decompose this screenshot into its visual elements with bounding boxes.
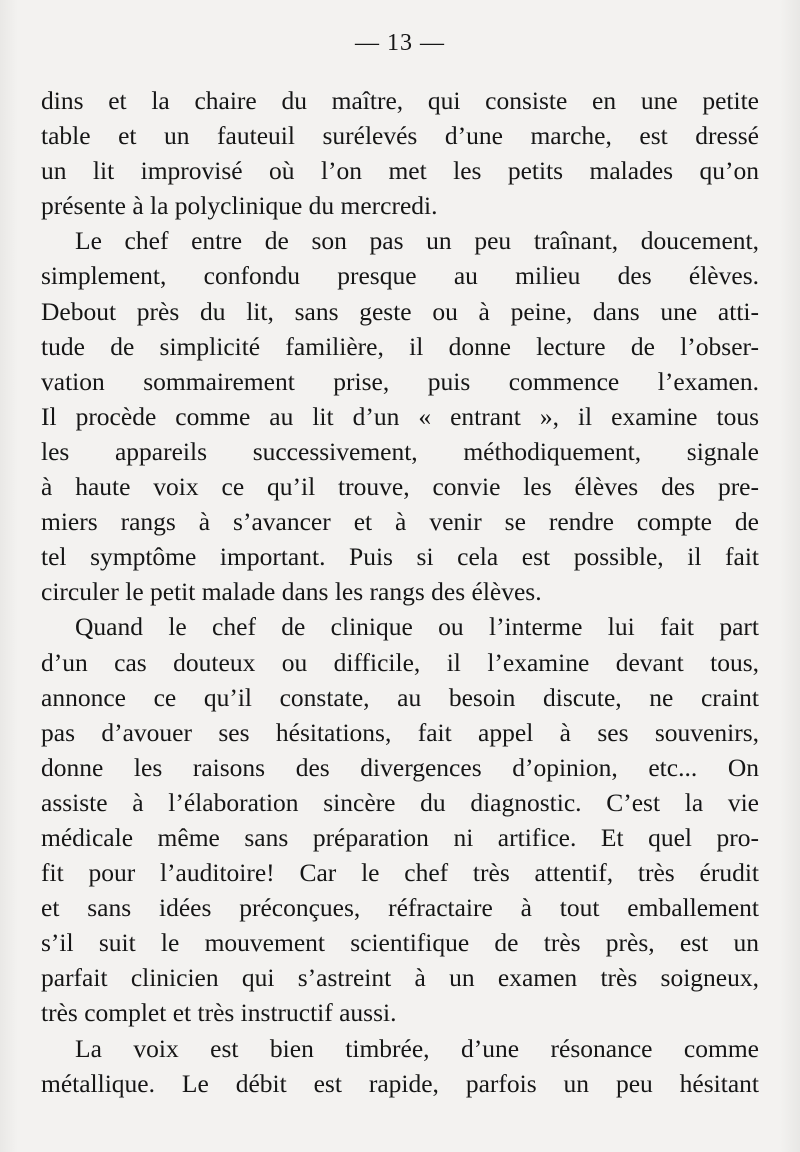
text-line: à haute voix ce qu’il trouve, convie les élèves des pre- (41, 472, 759, 502)
text-line: table et un fauteuil surélevés d’une marche, est dressé (41, 121, 759, 151)
paragraph-start-line: Quand le chef de clinique ou l’interme lui fait part (75, 612, 759, 642)
text-line: les appareils successivement, méthodiquement, signale (41, 436, 759, 466)
text-line: donne les raisons des divergences d’opinion, etc... On (41, 752, 759, 782)
text-line: pas d’avouer ses hésitations, fait appel à ses souvenirs, (41, 717, 759, 747)
text-line: miers rangs à s’avancer et à venir se rendre compte de (41, 507, 759, 537)
text-line: circuler le petit malade dans les rangs des élèves. (41, 577, 542, 607)
text-line: dins et la chaire du maître, qui consiste en une petite (41, 86, 759, 115)
body-text (41, 83, 759, 1101)
text-line: un lit improvisé où l’on met les petits malades qu’on (41, 156, 759, 186)
text-line: présente à la polyclinique du mercredi. (41, 191, 438, 221)
paragraph-start-line: La voix est bien timbrée, d’une résonance comme (75, 1033, 759, 1063)
paragraph-start-line: Le chef entre de son pas un peu traînant, doucement, (75, 226, 759, 256)
text-line: médicale même sans préparation ni artifice. Et quel pro- (41, 822, 759, 852)
text-line: fit pour l’auditoire! Car le chef très attentif, très érudit (41, 858, 759, 888)
text-line: vation sommairement prise, puis commence l’examen. (41, 366, 759, 396)
text-line: très complet et très instructif aussi. (41, 998, 397, 1028)
text-line: métallique. Le débit est rapide, parfois un peu hésitant (41, 1068, 759, 1098)
page-number: — 13 — (355, 30, 445, 56)
text-line: d’un cas douteux ou difficile, il l’examine devant tous, (41, 647, 759, 677)
text-line: s’il suit le mouvement scientifique de très près, est un (41, 928, 759, 958)
text-line: annonce ce qu’il constate, au besoin discute, ne craint (41, 682, 759, 712)
text-line: assiste à l’élaboration sincère du diagnostic. C’est la vie (41, 787, 759, 817)
text-line: simplement, confondu presque au milieu des élèves. (41, 261, 759, 291)
text-line: et sans idées préconçues, réfractaire à tout emballement (41, 893, 759, 923)
text-line: tude de simplicité familière, il donne lecture de l’obser- (41, 331, 759, 361)
text-line: parfait clinicien qui s’astreint à un examen très soigneux, (41, 963, 759, 993)
text-line: tel symptôme important. Puis si cela est possible, il fait (41, 542, 759, 572)
text-line: Debout près du lit, sans geste ou à peine, dans une atti- (41, 296, 759, 326)
text-line: Il procède comme au lit d’un « entrant », il examine tous (41, 401, 759, 431)
